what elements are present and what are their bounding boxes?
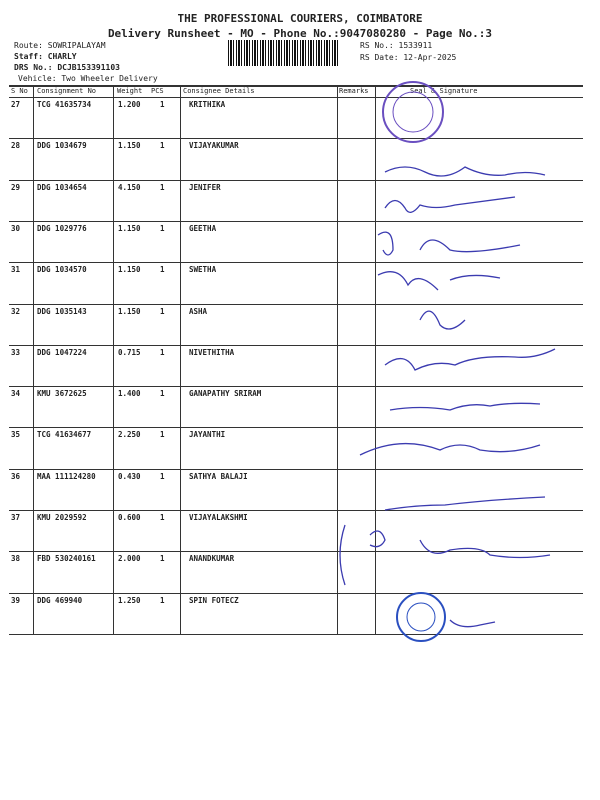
cell-consignee: JENIFER (189, 182, 221, 192)
cell-sno: 31 (11, 265, 21, 275)
cell-pcs: 1 (160, 389, 165, 399)
cell-pcs: 1 (160, 471, 165, 481)
cell-weight: 1.150 (118, 265, 141, 275)
cell-pcs: 1 (160, 223, 165, 233)
rs-number: RS No.: 1533911 (360, 41, 433, 50)
cell-pcs: 1 (160, 554, 165, 564)
handwritten-signatures-icon (340, 167, 555, 627)
document-title: THE PROFESSIONAL COURIERS, COIMBATORE (177, 12, 423, 25)
cell-consignment: DDG 1035143 (37, 306, 87, 316)
header-weight: Weight (117, 87, 143, 95)
cell-weight: 1.200 (118, 100, 141, 109)
document-subtitle: Delivery Runsheet - MO - Phone No.:9047080280 - Page No.:3 (107, 27, 493, 40)
cell-weight: 1.150 (118, 306, 141, 316)
cell-consignee: ANANDKUMAR (189, 554, 235, 564)
cell-sno: 34 (11, 389, 21, 399)
cell-sno: 38 (11, 554, 21, 564)
cell-pcs: 1 (160, 100, 165, 109)
cell-sno: 28 (11, 141, 21, 151)
cell-sno: 33 (11, 347, 21, 357)
cell-weight: 2.250 (118, 430, 141, 440)
cell-consignment: DDG 1034679 (37, 141, 87, 151)
cell-consignee: ASHA (189, 306, 208, 316)
cell-consignee: KRITHIKA (189, 100, 226, 109)
cell-weight: 1.400 (118, 389, 141, 399)
cell-consignment: DDG 1034570 (37, 265, 87, 275)
cell-sno: 32 (11, 306, 21, 316)
cell-consignment: TCG 41634677 (37, 430, 92, 440)
cell-sno: 30 (11, 223, 21, 233)
staff: Staff: CHARLY (14, 52, 77, 61)
cell-weight: 0.715 (118, 347, 141, 357)
cell-consignee: NIVETHITHA (189, 347, 235, 357)
cell-consignee: JAYANTHI (189, 430, 226, 440)
cell-consignee: VIJAYALAKSHMI (189, 513, 248, 522)
cell-pcs: 1 (160, 347, 165, 357)
cell-sno: 27 (11, 100, 21, 109)
cell-consignee: SPIN FOTECZ (189, 595, 239, 605)
cell-consignee: VIJAYAKUMAR (189, 141, 239, 151)
cell-weight: 1.150 (118, 223, 141, 233)
cell-pcs: 1 (160, 182, 165, 192)
cell-consignee: GEETHA (189, 223, 217, 233)
cell-consignment: DDG 1029776 (37, 223, 87, 233)
header-consignment: Consignment No (37, 87, 97, 95)
cell-pcs: 1 (160, 265, 165, 275)
cell-consignee: SATHYA BALAJI (189, 471, 248, 481)
cell-consignment: FBD 530240161 (37, 554, 96, 564)
cell-weight: 0.430 (118, 471, 141, 481)
header-remarks: Remarks (339, 87, 369, 95)
cell-consignment: TCG 41635734 (37, 100, 92, 109)
cell-weight: 1.150 (118, 141, 141, 151)
cell-weight: 0.600 (118, 513, 141, 522)
cell-sno: 37 (11, 513, 21, 522)
header-signature: Seal & Signature (410, 87, 478, 95)
cell-pcs: 1 (160, 141, 165, 151)
cell-consignment: DDG 1034654 (37, 182, 87, 192)
cell-weight: 1.250 (118, 595, 141, 605)
cell-consignee: GANAPATHY SRIRAM (189, 389, 262, 399)
cell-consignment: MAA 111124280 (37, 471, 96, 481)
vehicle: Vehicle: Two Wheeler Delivery (18, 74, 158, 83)
stamp-icon (397, 593, 445, 641)
cell-weight: 4.150 (118, 182, 141, 192)
cell-sno: 29 (11, 182, 21, 192)
cell-sno: 39 (11, 595, 21, 605)
cell-consignee: SWETHA (189, 265, 217, 275)
route: Route: SOWRIPALAYAM (14, 41, 106, 50)
cell-pcs: 1 (160, 513, 165, 522)
cell-pcs: 1 (160, 430, 165, 440)
cell-sno: 36 (11, 471, 21, 481)
header-pcs: PCS (151, 87, 164, 95)
cell-consignment: KMU 2029592 (37, 513, 87, 522)
cell-pcs: 1 (160, 595, 165, 605)
cell-weight: 2.000 (118, 554, 141, 564)
cell-consignment: DDG 1047224 (37, 347, 87, 357)
cell-pcs: 1 (160, 306, 165, 316)
header-sno: S No (11, 87, 28, 95)
stamp-icon (383, 82, 443, 142)
cell-consignment: DDG 469940 (37, 595, 83, 605)
header-consignee: Consignee Details (183, 87, 255, 95)
rs-date: RS Date: 12-Apr-2025 (360, 53, 457, 62)
drs-number: DRS No.: DCJB153391103 (14, 63, 120, 72)
cell-sno: 35 (11, 430, 21, 440)
cell-consignment: KMU 3672625 (37, 389, 87, 399)
